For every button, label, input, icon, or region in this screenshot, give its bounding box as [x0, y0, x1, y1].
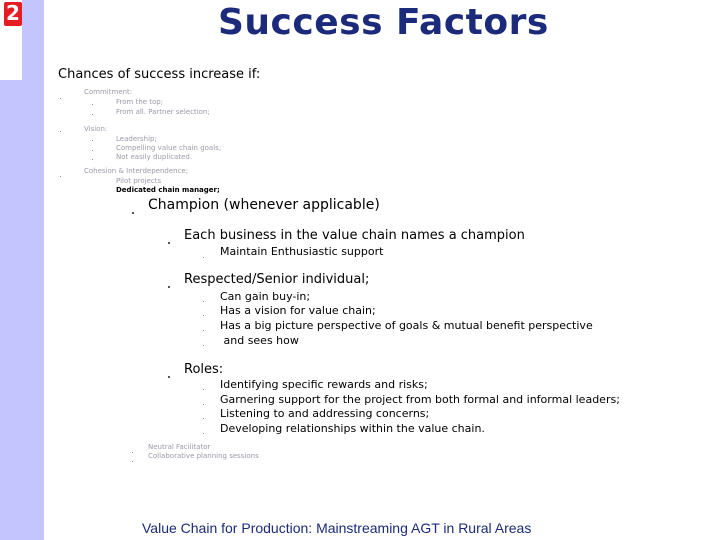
- bullet: [60, 131, 61, 132]
- intro-text: Chances of success increase if:: [58, 67, 261, 82]
- bullet: [203, 345, 204, 346]
- bullet: [203, 404, 204, 405]
- bullet: [92, 159, 93, 160]
- bullet: [168, 242, 170, 244]
- vision-item: Leadership;: [116, 135, 157, 143]
- footer-text: Value Chain for Production: Mainstreaming AGT in Rural Areas: [142, 520, 532, 536]
- respected-item: Has a vision for value chain;: [220, 304, 376, 317]
- roles-item: Garnering support for the project from both formal and informal leaders;: [220, 393, 620, 406]
- roles-item: Listening to and addressing concerns;: [220, 407, 430, 420]
- respected-item: Can gain buy-in;: [220, 290, 311, 303]
- bullet: [203, 257, 204, 258]
- bullet: [203, 315, 204, 316]
- extra-item: Neutral Facilitator: [148, 443, 211, 451]
- slide-number: 2: [6, 1, 20, 25]
- roles-label: Roles:: [184, 362, 224, 377]
- champion-label: Champion (whenever applicable): [148, 197, 380, 213]
- commitment-label: Commitment:: [84, 88, 133, 96]
- cohesion-item: Dedicated chain manager;: [116, 186, 220, 194]
- bullet: [168, 376, 170, 378]
- champion-names-label: Each business in the value chain names a champion: [184, 228, 525, 243]
- sidebar-bar: [0, 0, 44, 540]
- champion-names-item: Maintain Enthusiastic support: [220, 245, 384, 258]
- slide-number-badge: [4, 2, 22, 26]
- header-band: [22, 0, 182, 52]
- bullet: [132, 461, 133, 462]
- bullet: [203, 418, 204, 419]
- bullet: [60, 98, 61, 99]
- extra-item: Collaborative planning sessions: [148, 452, 259, 460]
- respected-label: Respected/Senior individual;: [184, 272, 370, 287]
- bullet: [132, 212, 134, 214]
- bullet: [92, 104, 93, 105]
- bullet: [92, 150, 93, 151]
- bullet: [203, 301, 204, 302]
- commitment-item: From the top;: [116, 98, 164, 106]
- commitment-item: From all. Partner selection;: [116, 108, 210, 116]
- sidebar-corner: [22, 0, 44, 80]
- vision-item: Compelling value chain goals;: [116, 144, 222, 152]
- respected-item: Has a big picture perspective of goals & mutual benefit perspective: [220, 319, 593, 332]
- vision-item: Not easily duplicated.: [116, 153, 193, 161]
- bullet: [132, 452, 133, 453]
- bullet: [168, 286, 170, 288]
- bullet: [203, 389, 204, 390]
- bullet: [60, 176, 61, 177]
- bullet: [203, 433, 204, 434]
- respected-item: and sees how: [220, 334, 299, 347]
- vision-label: Vision:: [84, 125, 108, 133]
- bullet: [92, 114, 93, 115]
- bullet: [92, 140, 93, 141]
- bullet: [203, 330, 204, 331]
- cohesion-label: Cohesion & Interdependence;: [84, 167, 189, 175]
- roles-item: Developing relationships within the value chain.: [220, 422, 485, 435]
- roles-item: Identifying specific rewards and risks;: [220, 378, 428, 391]
- slide-title: Success Factors: [218, 2, 549, 43]
- cohesion-item: Pilot projects: [116, 177, 162, 185]
